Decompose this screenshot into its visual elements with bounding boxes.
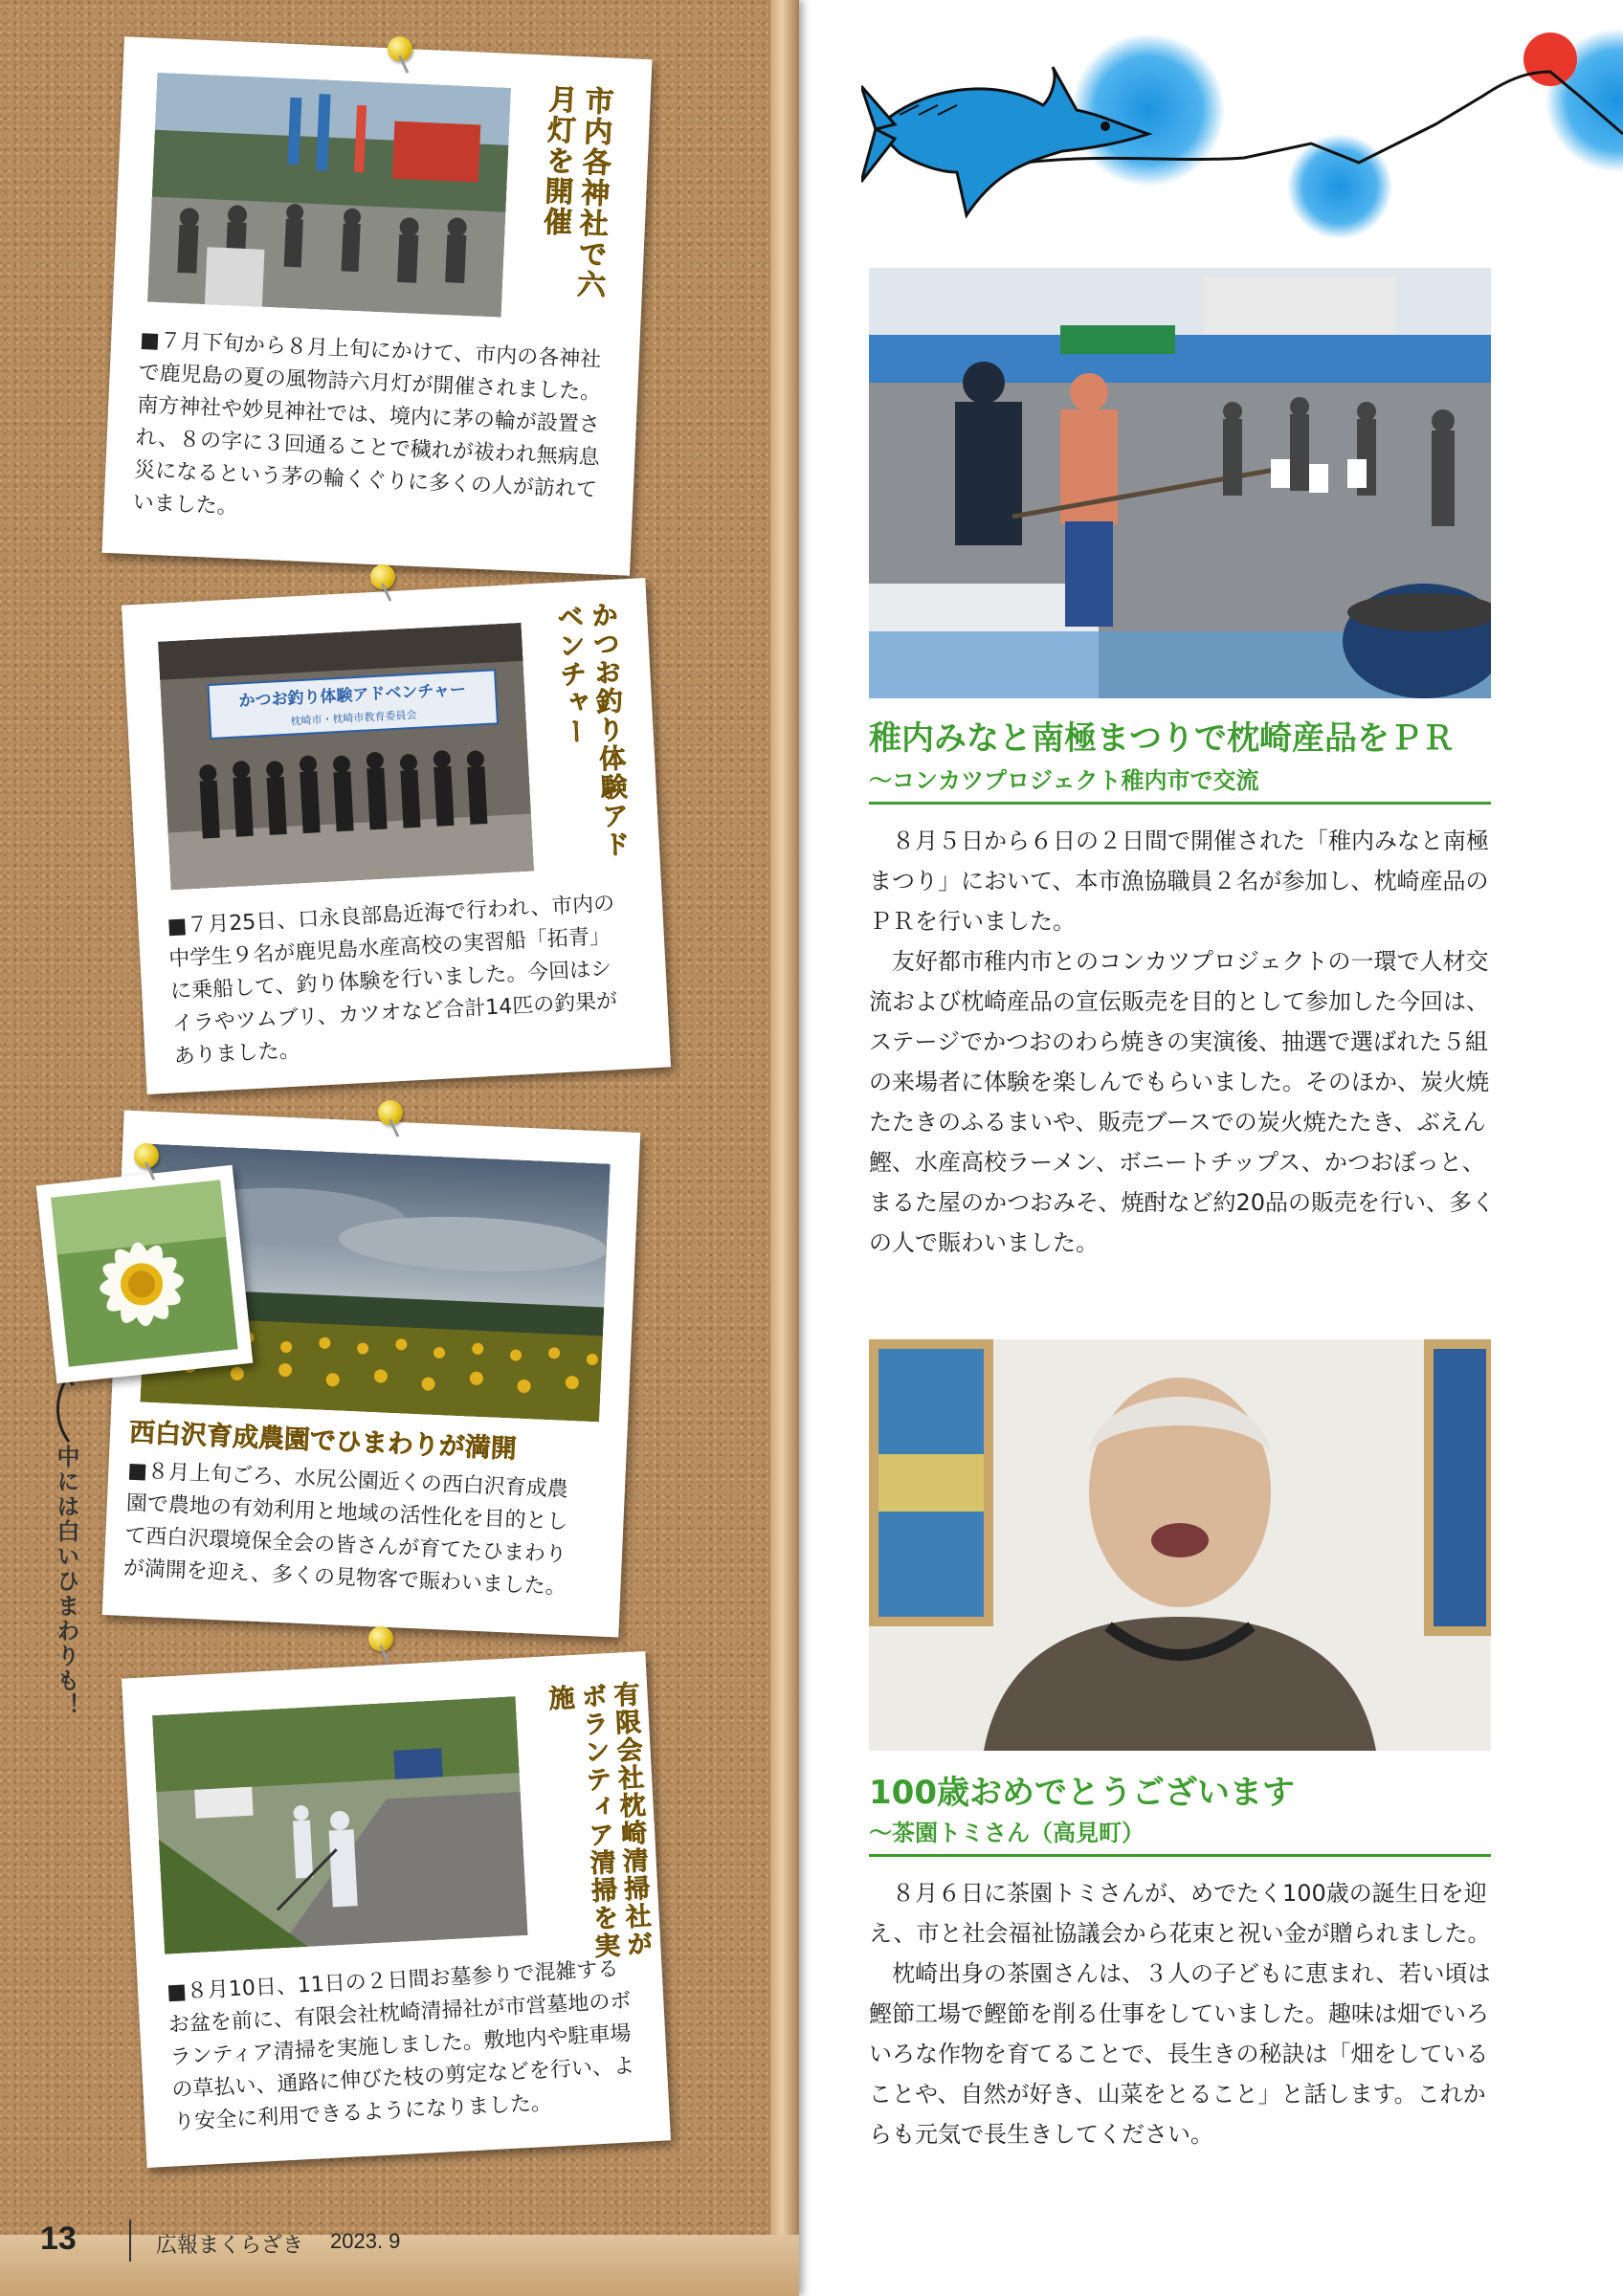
card-bonito-fishing [122, 578, 671, 1094]
header-illustration [861, 19, 1623, 249]
banner-subtext: 枕崎市・枕崎市教育委員会 [290, 708, 417, 728]
shrine-festival-photo [147, 73, 511, 318]
article-paragraph: ８月６日に茶園トミさんが、めでたく100歳の誕生日を迎え、市と社会福祉協議会から花束と祝い金が贈られました。 [869, 1880, 1491, 1947]
pushpin-icon [368, 1626, 393, 1651]
card-title: かつお釣り体験アドベンチャー [552, 600, 633, 860]
blue-circle [1072, 33, 1225, 187]
article-paragraph: 枕崎出身の茶園さんは、３人の子どもに恵まれ、若い頃は鰹節工場で鰹節を削る仕事をしていました。趣味は畑でいろいろな作物を育てることで、長生きの秘訣は「畑をしていることや、自然が好き、山菜をとること」と話します。これからも元気で長生きしてください。 [869, 1960, 1491, 2148]
article-paragraph: 友好都市稚内市とのコンカツプロジェクトの一環で人材交流および枕崎産品の宣伝販売を目的として参加した今回は、ステージでかつおのわら焼きの実演後、抽選で選ばれた５組の来場者に体験を楽しんでもらいました。そのほか、炭火焼たたきのふるまいや、販売ブースでの炭火焼たたき、ぶえん鰹、水産高校ラーメン、ボニートチップス、かつおぼっと、まるた屋のかつおみそ、焼酎など約20品の販売を行い、多くの人で賑わいました。 [869, 948, 1496, 1256]
article-title: 稚内みなと南極まつりで枕崎産品をＰＲ [869, 719, 1455, 758]
footer-divider [129, 2219, 131, 2262]
fishing-group-photo [158, 623, 534, 891]
title-underline [869, 1854, 1491, 1857]
article-body [869, 821, 1501, 1263]
card-body: ■７月25日、口永良部島近海で行われ、市内の中学生９名が鹿児島水産高校の実習船「拓青」に乗船して、釣り体験を行いました。今回はシイラやツムブリ、カツオなど合計14匹の釣果がありました。 [166, 892, 618, 1070]
magazine-name: 広報まくらざき [156, 2234, 304, 2258]
card-title: 西白沢育成農園でひまわりが満開 [128, 1418, 518, 1465]
white-sunflower-photo [51, 1180, 238, 1367]
article-subtitle: 〜コンカツプロジェクト稚内市で交流 [869, 767, 1259, 794]
card-rokugatsudo [101, 36, 652, 576]
pushpin-icon [378, 1100, 403, 1125]
title-underline [869, 802, 1491, 805]
page-number: 13 [40, 2220, 77, 2257]
card-body: ■７月下旬から８月上旬にかけて、市内の各神社で鹿児島の夏の風物詩六月灯が開催されました。南方神社や妙見神社では、境内に茅の輪が設置され、８の字に３回通ることで穢れが祓われ無病息災になるという茅の輪くぐりに多くの人が訪れていました。 [132, 328, 602, 519]
blue-circle [1287, 134, 1392, 239]
centenarian-portrait-photo [869, 1339, 1491, 1751]
card-title: 有限会社枕崎清掃社がボランティア清掃を実施 [543, 1680, 653, 1961]
card-volunteer-cleaning [122, 1651, 671, 2168]
banner-text: かつお釣り体験アドベンチャー [238, 679, 467, 712]
pushpin-icon [370, 564, 395, 589]
cleaning-photo [152, 1696, 528, 1954]
festival-photo [869, 268, 1491, 698]
pushpin-icon [388, 36, 412, 61]
article-body [869, 1873, 1501, 2154]
article-subtitle: 〜茶園トミさん（高見町） [869, 1820, 1145, 1846]
side-note: 中には白いひまわりも！ [53, 1445, 79, 1718]
pushpin-icon [134, 1143, 159, 1168]
article-paragraph: ８月５日から６日の２日間で開催された「稚内みなと南極まつり」において、本市漁協職員２名が参加し、枕崎産品のＰＲを行いました。 [869, 828, 1489, 935]
card-body: ■８月上旬ごろ、水尻公園近くの西白沢育成農園で農地の有効利用と地域の活性化を目的として西白沢環境保全会の皆さんが育てたひまわりが満開を迎え、多くの見物客で賑わいました。 [122, 1459, 569, 1601]
article-title: 100歳おめでとうございます [869, 1774, 1295, 1812]
issue-date: 2023. 9 [330, 2229, 401, 2253]
sun-icon [1523, 33, 1577, 86]
card-body: ■８月10日、11日の２日間お墓参りで混雑するお盆を前に、有限会社枕崎清掃社が市営墓地のボランティア清掃を実施しました。敷地内や駐車場の草払い、通路に伸びた枝の剪定などを行い、より安全に利用できるようになりました。 [166, 1956, 635, 2135]
card-title: 市内各神社で六月灯を開催 [537, 83, 614, 301]
board-frame-right [770, 0, 799, 2296]
white-sunflower-polaroid [36, 1165, 254, 1383]
